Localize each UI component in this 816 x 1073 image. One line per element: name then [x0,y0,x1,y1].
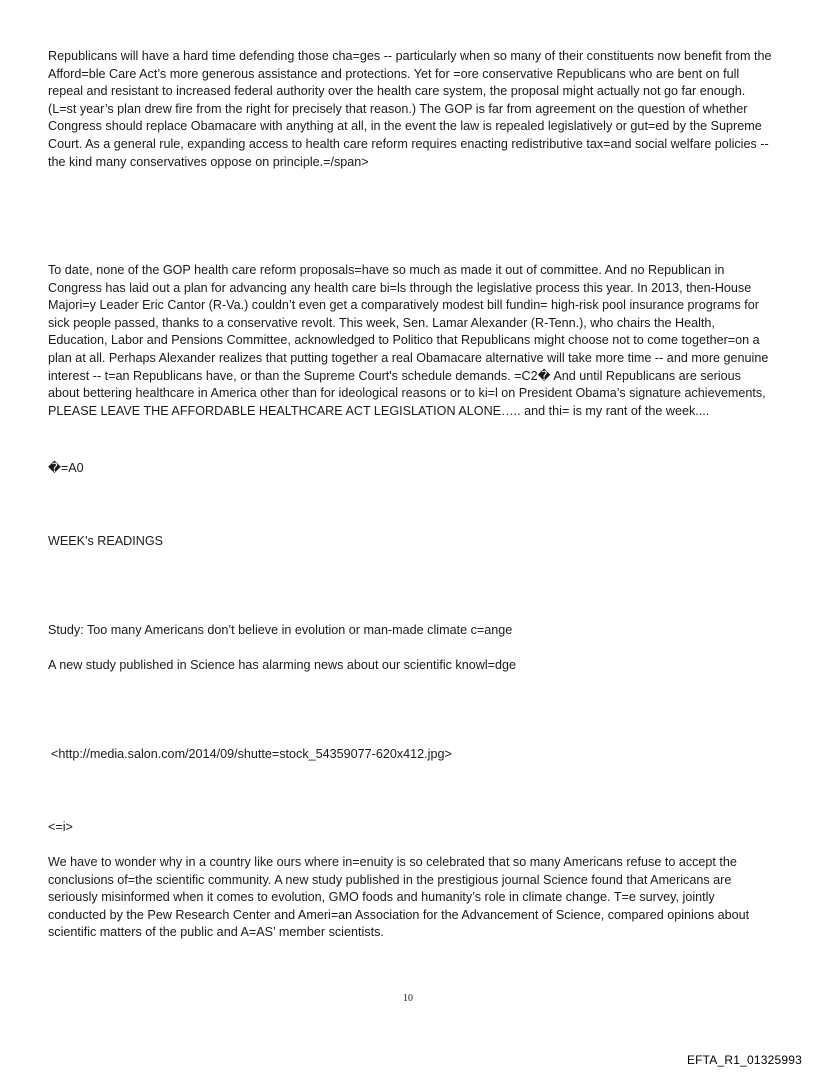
paragraph-science-study: We have to wonder why in a country like ours where in=enuity is so celebrated that so many Americans refuse to accept the conclusions of=the scientific community. A new study published in the prestigious journal Science found that Americans are seriously misinformed when it comes to evolution, GMO foods and humanity’s role in climate change. T=e survey, jointly conducted by the Pew Research Center and Ameri=an Association for the Advancement of Science, compared opinions about scientific matters of the public and A=AS’ member scientists. [48,855,750,940]
markup-fragment: <=i> [48,820,73,834]
article-title-study: Study: Too many Americans don’t believe in evolution or man-made climate c=ange [48,623,513,637]
image-link-text: <http://media.salon.com/2014/09/shutte=stock_54359077-620x412.jpg> [51,747,452,761]
article-subtitle: A new study published in Science has alarming news about our scientific knowl=dge [48,658,516,672]
page-number: 10 [403,993,413,1004]
paragraph-encoding-artifact: �=A0 [48,461,84,475]
paragraph-gop-reform-proposals: To date, none of the GOP health care reform proposals=have so much as made it out of committee. And no Republican in Congress has laid out a plan for advancing any health care bi=ls through the legislative process this year. In 2013, then-House Majori=y Leader Eric Cantor (R-Va.) couldn’t even get a comparatively modest bill fundin= high-risk pool insurance programs for sick people passed, thanks to a conservative revolt. This week, Sen. Lamar Alexander (R-Tenn.), who chairs the Health, Education, Labor and Pensions Committee, acknowledged to Politico that Republicans might choose not to come together=on a plan at all. Perhaps Alexander realizes that putting together a real Obamacare alternative will take more time -- and more genuine interest -- t=an Republicans have, or than the Supreme Court's schedule demands. =C2� And until Republicans are serious about bettering healthcare in America other than for ideological reasons or to ki=l on President Obama’s signature achievements, PLEASE LEAVE THE AFFORDABLE HEALTHCARE ACT LEGISLATION ALONE….. and thi= is my rant of the week.... [48,263,769,418]
paragraph-republicans-defending-changes: Republicans will have a hard time defending those cha=ges -- particularly when so many of their constituents now benefit from the Afford=ble Care Act’s more generous assistance and protections. Yet for =ore conservative Republicans who are bent on full repeal and resistant to increased federal authority over the health care system, the proposal might actually not go far enough. (L=st year’s plan drew fire from the right for precisely that reason.) The GOP is far from agreement on the question of whether Congress should replace Obamacare with anything at all, in the event the law is repealed legislatively or gut=ed by the Supreme Court. As a general rule, expanding access to health care reform requires enacting redistributive tax=and social welfare policies -- the kind many conservatives oppose on principle.=/span> [48,49,772,169]
section-heading-weeks-readings: WEEK's READINGS [48,534,164,548]
document-id-stamp: EFTA_R1_01325993 [686,1053,802,1067]
